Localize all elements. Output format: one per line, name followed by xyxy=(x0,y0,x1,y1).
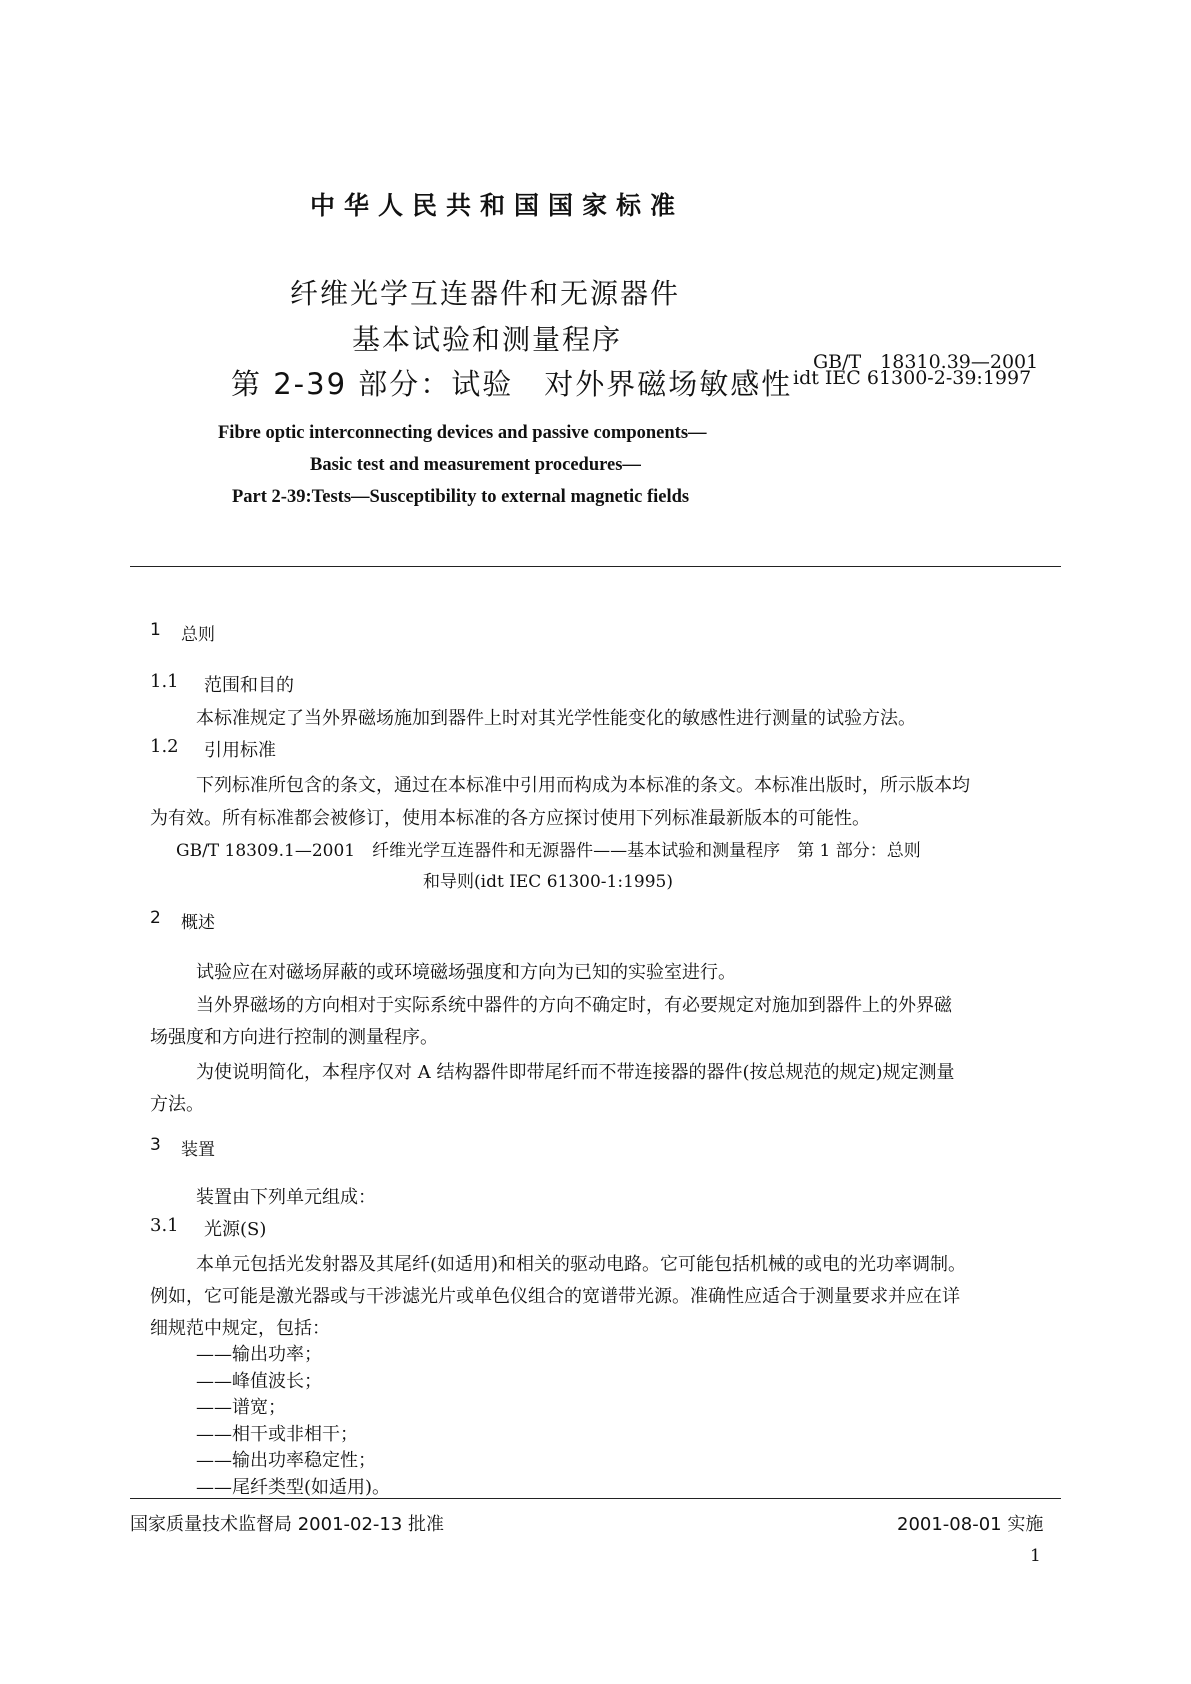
section-1-2-paragraph-line2: 为有效。所有标准都会被修订，使用本标准的各方应探讨使用下列标准最新版本的可能性。 xyxy=(150,808,870,829)
en-title-line2: Basic test and measurement procedures— xyxy=(310,455,641,475)
section-1-number: 1 xyxy=(150,620,161,640)
section-3-title: 装置 xyxy=(181,1140,215,1160)
section-2-paragraph2-line1: 当外界磁场的方向相对于实际系统中器件的方向不确定时，有必要规定对施加到器件上的外界磁 xyxy=(196,995,952,1016)
section-1-1-number: 1.1 xyxy=(150,671,179,692)
footer-approved: 国家质量技术监督局 2001-02-13 批准 xyxy=(130,1514,445,1535)
section-2-paragraph3-line1: 为使说明简化，本程序仅对 A 结构器件即带尾纤而不带连接器的器件(按总规范的规定)规定测量 xyxy=(196,1062,955,1083)
reference-line2: 和导则(idt IEC 61300-1:1995) xyxy=(423,872,673,892)
list-item: ——谱宽； xyxy=(196,1397,286,1418)
section-3-paragraph: 装置由下列单元组成： xyxy=(196,1187,376,1208)
section-1-2-title: 引用标准 xyxy=(204,740,276,761)
section-3-1-paragraph-line2: 例如，它可能是激光器或与干涉滤光片或单色仪组合的宽谱带光源。准确性应适合于测量要求并应在详 xyxy=(150,1286,960,1307)
section-1-1-title: 范围和目的 xyxy=(204,675,294,696)
list-item: ——峰值波长； xyxy=(196,1370,322,1392)
section-2-paragraph2-line2: 场强度和方向进行控制的测量程序。 xyxy=(150,1027,438,1048)
reference-line1: GB/T 18309.1—2001 纤维光学互连器件和无源器件——基本试验和测量程序 第 1 部分：总则 xyxy=(176,841,921,861)
list-item: ——输出功率； xyxy=(196,1344,322,1365)
section-3-1-title: 光源(S) xyxy=(204,1219,267,1240)
footer-effective: 2001-08-01 实施 xyxy=(897,1514,1044,1535)
section-3-1-paragraph-line1: 本单元包括光发射器及其尾纤(如适用)和相关的驱动电路。它可能包括机械的或电的光功率调制。 xyxy=(196,1254,967,1275)
cn-title-line3: 第 2-39 部分：试验 对外界磁场敏感性 xyxy=(231,367,793,401)
section-1-2-number: 1.2 xyxy=(150,736,179,757)
cn-title-line1: 纤维光学互连器件和无源器件 xyxy=(290,277,681,310)
list-item: ——相干或非相干； xyxy=(196,1423,358,1445)
section-2-title: 概述 xyxy=(181,913,215,933)
section-1-2-paragraph-line1: 下列标准所包含的条文，通过在本标准中引用而构成为本标准的条文。本标准出版时，所示版本均 xyxy=(196,775,970,796)
standard-code-gb: GB/T 18310.39—2001 xyxy=(813,351,1039,373)
top-rule xyxy=(130,566,1061,567)
list-item: ——尾纤类型(如适用)。 xyxy=(196,1476,391,1498)
section-1-1-paragraph: 本标准规定了当外界磁场施加到器件上时对其光学性能变化的敏感性进行测量的试验方法。 xyxy=(196,708,916,729)
section-3-1-number: 3.1 xyxy=(150,1215,179,1236)
section-1-title: 总则 xyxy=(181,625,215,645)
list-item: ——输出功率稳定性； xyxy=(196,1450,376,1471)
cn-title-line2: 基本试验和测量程序 xyxy=(352,323,623,356)
standard-title: 中华人民共和国国家标准 xyxy=(310,191,685,220)
section-2-paragraph1: 试验应在对磁场屏蔽的或环境磁场强度和方向为已知的实验室进行。 xyxy=(196,962,736,983)
page-number: 1 xyxy=(1030,1546,1041,1566)
section-2-paragraph3-line2: 方法。 xyxy=(150,1094,204,1115)
section-3-1-paragraph-line3: 细规范中规定，包括： xyxy=(150,1318,330,1339)
en-title-line3: Part 2-39:Tests—Susceptibility to external magnetic fields xyxy=(232,487,690,507)
en-title-line1: Fibre optic interconnecting devices and passive components— xyxy=(218,423,707,443)
standard-code-idt: idt IEC 61300-2-39:1997 xyxy=(793,367,1032,389)
section-2-number: 2 xyxy=(150,908,161,928)
section-3-number: 3 xyxy=(150,1135,161,1155)
